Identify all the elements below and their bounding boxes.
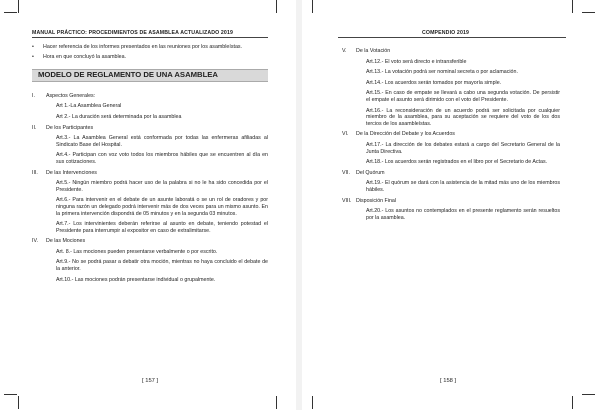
crop-mark	[572, 0, 573, 13]
article: Art.12.- El voto será directo e intransferible	[366, 58, 467, 65]
section-heading: I. Aspectos Generales:	[32, 92, 96, 99]
article: Art.15.- En caso de empate se llevará a cabo una segunda votación. De persistir el empate el asunto será dirimido con el voto del Presidente.	[366, 90, 560, 103]
article: Art.7.- Los intervinientes deberán referirse al asunto en debate, teniendo potestad el Presidente para interrumpir al expositor en caso de extralimitarse.	[56, 221, 268, 234]
left-page	[0, 0, 296, 410]
article: Art.16.- La reconsideración de un acuerdo podrá ser solicitada por cualquier miembro de la asamblea, para su aceptación se requiere del voto de los dos tercios de los asambleístas.	[366, 107, 560, 127]
crop-mark	[18, 0, 19, 13]
section-heading: IV. De las Mociones	[32, 238, 86, 245]
bullet-item: • Hora en que concluyó la asamblea.	[32, 53, 127, 60]
article: Art.9.- No se podrá pasar a debatir otra moción, mientras no haya concluido el debate de la anterior.	[56, 259, 268, 273]
section-heading: VI. De la Dirección del Debate y los Acuerdos	[342, 131, 455, 138]
article: Art.3.- La Asamblea General está conformada por todas las enfermeras afiliadas al Sindicato Base del Hospital.	[56, 135, 268, 148]
header-rule	[32, 37, 268, 38]
crop-mark	[276, 396, 277, 409]
bullet-icon: •	[32, 44, 34, 50]
reglamento-title: MODELO DE REGLAMENTO DE UNA ASAMBLEA	[32, 69, 268, 82]
article: Art.18.- Los acuerdos serán registrados en el libro por el Secretario de Actas.	[366, 159, 548, 166]
page-number-right: [ 158 ]	[440, 378, 457, 384]
crop-mark	[4, 12, 17, 13]
section-heading: III. De las Intervenciones	[32, 169, 97, 176]
crop-mark	[582, 12, 595, 13]
article: Art.17.- La dirección de los debates estará a cargo del Secretario General de la Junta Directiva.	[366, 141, 560, 155]
article: Art.13.- La votación podrá ser nominal secreta o por aclamación.	[366, 69, 518, 76]
crop-mark	[582, 394, 595, 395]
article: Art 1.-La Asamblea General	[56, 103, 122, 110]
page-number-left: [ 157 ]	[142, 378, 159, 384]
article: Art.6.- Para intervenir en el debate de un asunte laboratá o se un rol de oradores y por ninguna razón un delegado podrá intervenir más de dos veces para un mismo asunto. En la primera intervención dispondrá de 05 minutos y en la segunda 03 minutos.	[56, 197, 268, 217]
article: Art.14.- Los acuerdos serán tomados por mayoría simple.	[366, 79, 502, 86]
crop-mark	[4, 394, 17, 395]
crop-mark	[312, 0, 313, 13]
crop-mark	[18, 396, 19, 409]
crop-mark	[312, 396, 313, 409]
article: Art.5.- Ningún miembro podrá hacer uso de la palabra si no le ha sido concedida por el Presidente.	[56, 180, 268, 193]
section-heading: II. De los Participantes	[32, 124, 94, 131]
section-heading: VIII. Disposición Final	[342, 197, 397, 204]
article: Art. 8.- Las mociones pueden presentarse verbalmente o por escrito.	[56, 248, 218, 255]
section-heading: V. De la Votación	[342, 48, 391, 54]
running-header-left: MANUAL PRÁCTICO: PROCEDIMIENTOS DE ASAMBLEA ACTUALIZADO 2019	[32, 30, 234, 36]
article: Art.19.- El quórum se dará con la asistencia de la mitad más uno de los miembros hábiles.	[366, 180, 560, 193]
article: Art.20.- Los asuntos no contemplados en el presente reglamento serán resueltos por la asamblea.	[366, 208, 560, 221]
crop-mark	[276, 0, 277, 13]
running-header-right: COMPENDIO 2019	[422, 30, 470, 36]
bullet-icon: •	[32, 53, 34, 60]
right-page-content	[342, 46, 560, 225]
section-heading: VII. Del Quórum	[342, 169, 385, 176]
crop-mark	[572, 396, 573, 409]
header-rule	[338, 37, 566, 38]
article: Art 2.- La duración será determinada por la asamblea	[56, 113, 182, 120]
article: Art.10.- Las mociones podrán presentarse individual o grupalmente.	[56, 276, 216, 283]
article: Art.4.- Participan con voz voto todos los miembros hábiles que se encuentren al día en sus cotizaciones.	[56, 152, 268, 165]
right-page	[302, 0, 600, 410]
left-page-content	[32, 44, 268, 287]
bullet-item: • Hacer referencia de los informes presentados en las reuniones por los asambleístas.	[32, 44, 243, 50]
